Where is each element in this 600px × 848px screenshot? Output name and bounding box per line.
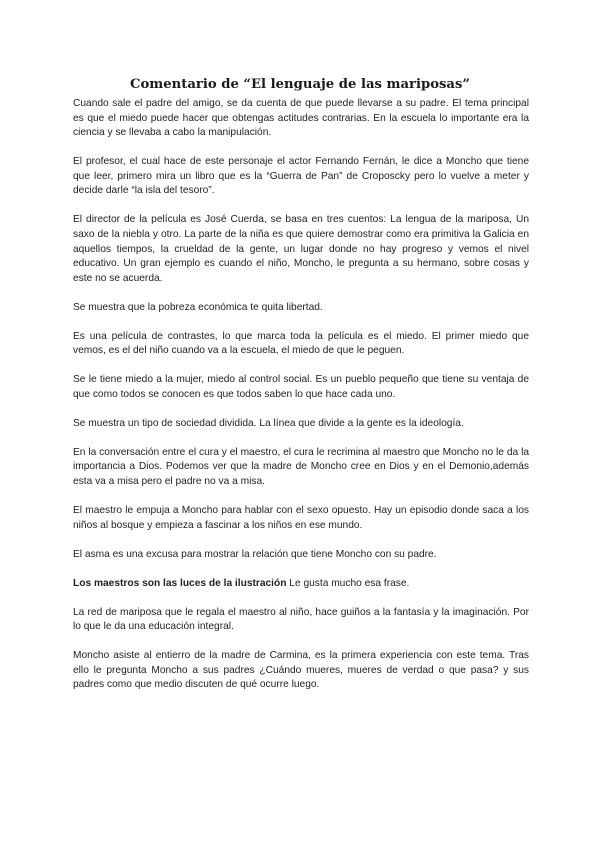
paragraph: Se le tiene miedo a la mujer, miedo al control social. Es un pueblo pequeño que tiene su ventaja de que como todos se conocen es que todos saben lo que hace cada uno. <box>73 374 529 400</box>
paragraph: El maestro le empuja a Moncho para hablar con el sexo opuesto. Hay un episodio donde saca a los niños al bosque y empieza a fascinar a los niños en ese mundo. <box>73 505 529 531</box>
quote-paragraph <box>73 577 529 592</box>
document-body <box>73 97 529 707</box>
paragraph: El director de la película es José Cuerda, se basa en tres cuentos: La lengua de la mariposa, Un saxo de la niebla y otro. La parte de la niña es que quiere demostrar como era primitiva la Galicia en aquellos tiempos, la crueldad de la gente, un lugar donde no hay progreso y vemos el nivel educativo. Un gran ejemplo es cuando el niño, Moncho, le pregunta a su hermano, sobre cosas y este no se acuerda. <box>73 214 529 284</box>
paragraph: Cuando sale el padre del amigo, se da cuenta de que puede llevarse a su padre. El tema principal es que el miedo puede hacer que obtengas actitudes contrarias. En la escuela lo importante era la ciencia y se llevaba a cabo la manipulación. <box>73 98 529 139</box>
quote-rest-text: Le gusta mucho esa frase. <box>286 577 410 589</box>
paragraph: En la conversación entre el cura y el maestro, el cura le recrimina al maestro que Moncho no le da la importancia a Dios. Podemos ver que la madre de Moncho cree en Dios y en el Demonio,además esta va a misa pero el padre no va a misa. <box>73 446 529 488</box>
document-title: Comentario de “El lenguaje de las mariposas” <box>130 77 470 92</box>
paragraph: Se muestra un tipo de sociedad dividida. La línea que divide a la gente es la ideología. <box>73 417 464 429</box>
paragraph: La red de mariposa que le regala el maestro al niño, hace guiños a la fantasía y la imaginación. Por lo que le da una educación integral. <box>73 606 529 633</box>
paragraph: Moncho asiste al entierro de la madre de Carmina, es la primera experiencia con este tema. Tras ello le pregunta Moncho a sus padres ¿Cuándo mueres, mueres de verdad o que pasa? y sus padres como que medio discuten de qué ocurre luego. <box>73 650 529 691</box>
paragraph: Se muestra que la pobreza económica te quita libertad. <box>73 301 323 313</box>
quote-bold-text: Los maestros son las luces de la ilustración <box>73 577 287 589</box>
paragraph: Es una película de contrastes, lo que marca toda la película es el miedo. El primer miedo que vemos, es el del niño cuando va a la escuela, el miedo de que le peguen. <box>73 330 529 357</box>
paragraph: El profesor, el cual hace de este personaje el actor Fernando Fernán, le dice a Moncho que tiene que leer, primero mira un libro que es la “Guerra de Pan” de Croposcky pero lo vuelve a meter y decide darle “la isla del tesoro”. <box>73 156 529 197</box>
paragraph: El asma es una excusa para mostrar la relación que tiene Moncho con su padre. <box>73 548 437 560</box>
